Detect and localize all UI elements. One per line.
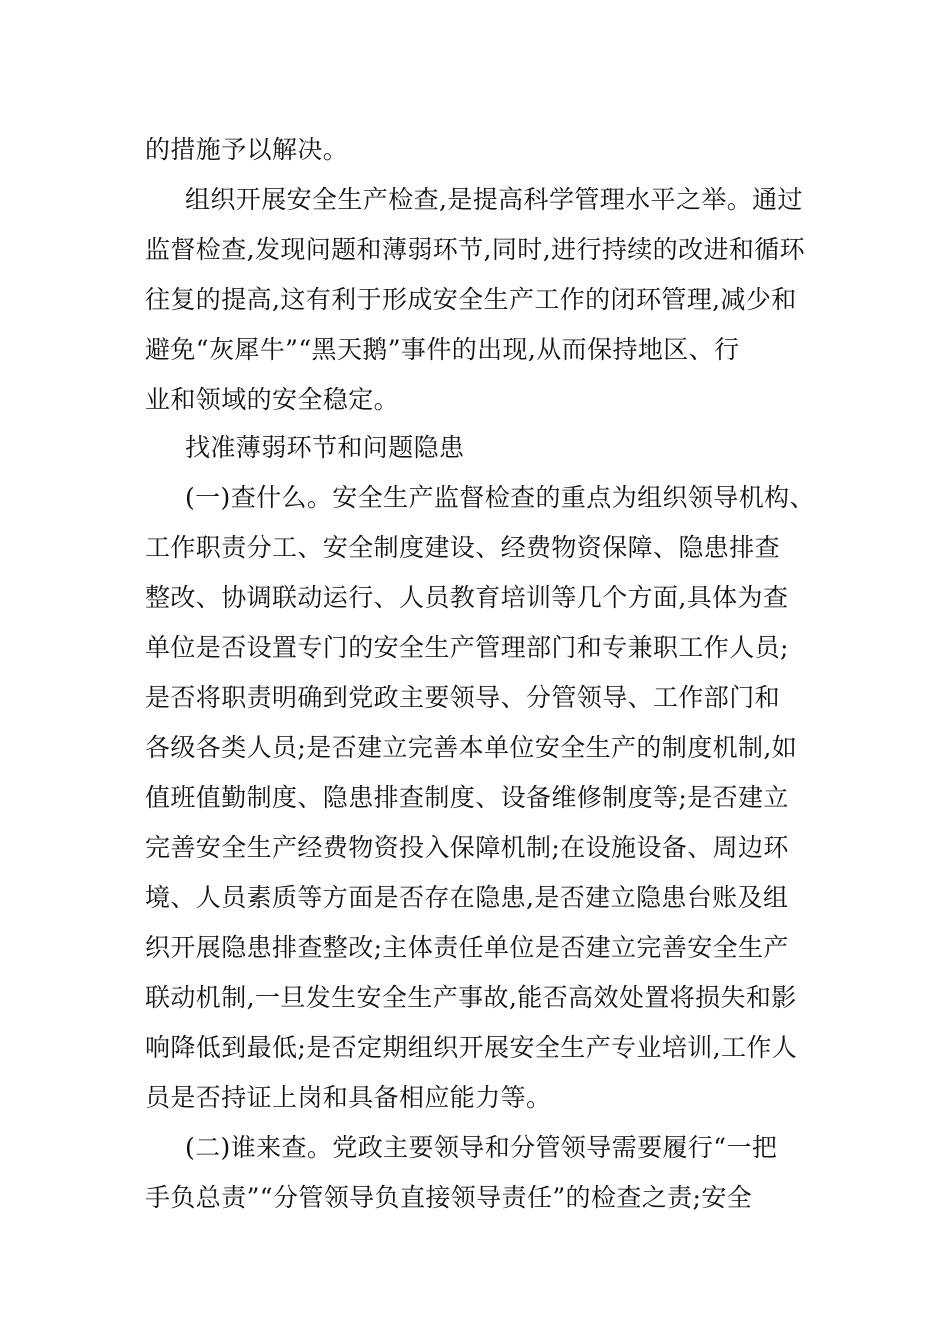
text-line: 各级各类人员;是否建立完善本单位安全生产的制度机制,如 [145, 733, 798, 762]
section-heading: 找准薄弱环节和问题隐患 [185, 433, 465, 462]
text-line: 业和领域的安全稳定。 [145, 385, 400, 414]
text-line: 是否将职责明确到党政主要领导、分管领导、工作部门和 [145, 683, 781, 712]
paragraph-first-line: (一)查什么。安全生产监督检查的重点为组织领导机构、 [185, 483, 815, 512]
text-line: 单位是否设置专门的安全生产管理部门和专兼职工作人员; [145, 633, 789, 662]
paragraph-first-line: (二)谁来查。党政主要领导和分管领导需要履行“一把 [185, 1133, 778, 1162]
text-line: 工作职责分工、安全制度建设、经费物资保障、隐患排查 [145, 533, 781, 562]
text-line: 手负总责”“分管领导负直接领导责任”的检查之责;安全 [145, 1183, 753, 1212]
paragraph-first-line: 组织开展安全生产检查,是提高科学管理水平之举。通过 [185, 185, 803, 214]
text-line: 完善安全生产经费物资投入保障机制;在设施设备、周边环 [145, 833, 789, 862]
text-line: 监督检查,发现问题和薄弱环节,同时,进行持续的改进和循环 [145, 235, 806, 264]
text-line: 避免“灰犀牛”“黑天鹅”事件的出现,从而保持地区、行 [145, 335, 740, 364]
text-line: 整改、协调联动运行、人员教育培训等几个方面,具体为查 [145, 583, 789, 612]
text-line: 联动机制,一旦发生安全生产事故,能否高效处置将损失和影 [145, 983, 797, 1012]
text-line: 员是否持证上岗和具备相应能力等。 [145, 1083, 552, 1112]
text-line: 往复的提高,这有利于形成安全生产工作的闭环管理,减少和 [145, 285, 797, 314]
text-line: 值班值勤制度、隐患排查制度、设备维修制度等;是否建立 [145, 783, 789, 812]
text-line: 响降低到最低;是否定期组织开展安全生产专业培训,工作人 [145, 1033, 798, 1062]
text-line: 织开展隐患排查整改;主体责任单位是否建立完善安全生产 [145, 933, 789, 962]
text-line: 境、人员素质等方面是否存在隐患,是否建立隐患台账及组 [145, 883, 789, 912]
text-line: 的措施予以解决。 [145, 135, 349, 164]
